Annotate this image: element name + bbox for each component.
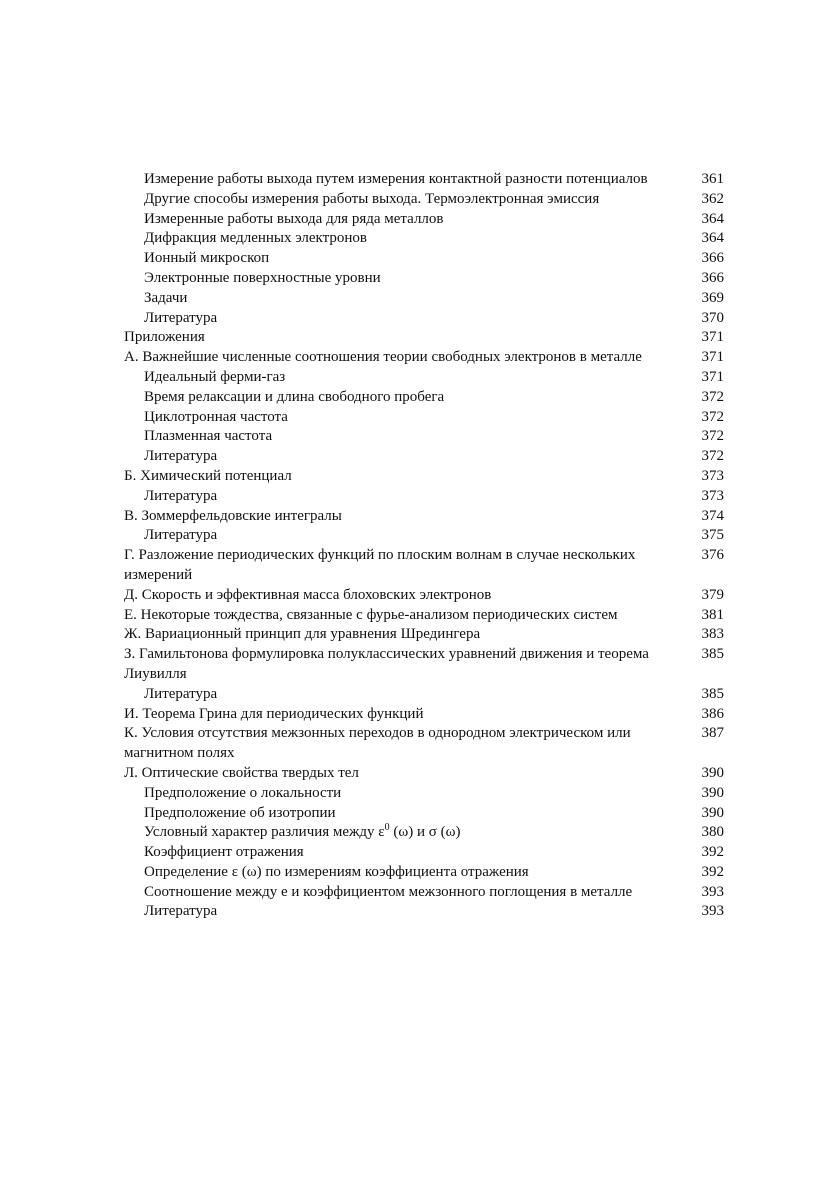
toc-entry-title: А. Важнейшие численные соотношения теории свободных электронов в металле <box>124 349 642 366</box>
toc-entry <box>124 368 724 388</box>
toc-entry-title: И. Теорема Грина для периодических функций <box>124 705 424 722</box>
toc-entry <box>124 764 724 784</box>
toc-entry-page: 361 <box>701 171 724 187</box>
toc-entry-page: 376 <box>701 547 724 564</box>
toc-entry <box>124 210 724 230</box>
toc-entry-page: 366 <box>701 269 724 286</box>
toc-entry-title: Задачи <box>144 289 188 306</box>
toc-entry-page: 371 <box>701 329 724 346</box>
toc-entry-title: Литература <box>144 309 218 326</box>
toc-entry-title: Б. Химический потенциал <box>124 467 292 484</box>
toc-entry <box>124 645 724 685</box>
toc-entry <box>124 408 724 428</box>
toc-entry-title: Л. Оптические свойства твердых тел <box>124 764 359 781</box>
toc-entry <box>124 269 724 289</box>
toc-entry-page: 371 <box>701 349 724 366</box>
toc-entry-title: Время релаксации и длина свободного пробега <box>144 388 445 405</box>
toc-entry-page: 383 <box>701 626 724 643</box>
toc-entry <box>124 705 724 725</box>
toc-entry-title: Е. Некоторые тождества, связанные с фурье-анализом периодических систем <box>124 606 618 623</box>
toc-entry-page: 373 <box>701 487 724 504</box>
toc-entry-title: В. Зоммерфельдовские интегралы <box>124 507 342 524</box>
toc-entry-title: Коэффициент отражения <box>144 844 304 861</box>
toc-entry <box>124 289 724 309</box>
toc-entry <box>124 170 724 190</box>
toc-entry-page: 372 <box>701 408 724 425</box>
toc-entry-title: Плазменная частота <box>144 428 273 445</box>
toc-entry-page: 390 <box>701 764 724 781</box>
toc-entry-title: К. Условия отсутствия межзонных переходов в однородном электрическом или магнитном полях <box>124 725 631 762</box>
toc-entry <box>124 309 724 329</box>
toc-entry-page: 380 <box>701 824 724 841</box>
toc-entry <box>124 348 724 368</box>
toc-entry <box>124 863 724 883</box>
toc-entry-page: 387 <box>701 725 724 742</box>
toc-entry-title: Измеренные работы выхода для ряда металлов <box>144 210 444 227</box>
toc-entry <box>124 804 724 824</box>
toc-entry <box>124 546 724 586</box>
toc-entry <box>124 190 724 210</box>
toc-entry-page: 370 <box>701 309 724 326</box>
toc-entry-page: 393 <box>701 883 724 900</box>
toc-entry-page: 375 <box>701 527 724 544</box>
toc-entry-page: 366 <box>701 250 724 267</box>
toc-entry <box>124 427 724 447</box>
toc-entry <box>124 784 724 804</box>
toc-entry <box>124 823 724 843</box>
toc-entry-page: 362 <box>701 190 724 207</box>
toc-entry <box>124 606 724 626</box>
toc-entry-title <box>124 823 688 843</box>
toc-entry-title: Ж. Вариационный принцип для уравнения Шредингера <box>124 626 481 643</box>
toc-entry-page: 390 <box>701 804 724 821</box>
toc-entry-page: 364 <box>701 210 724 227</box>
toc-entry-page: 381 <box>701 606 724 623</box>
toc-entry-title: Литература <box>144 527 218 544</box>
toc-entry-page: 372 <box>701 428 724 445</box>
toc-entry-title: Литература <box>144 448 218 465</box>
toc-entry-title: Циклотронная частота <box>144 408 288 425</box>
toc-entry-page: 373 <box>701 467 724 484</box>
toc-entry-title: Соотношение между е и коэффициентом межзонного поглощения в металле <box>144 883 633 900</box>
toc-entry-title-text: Условный характер различия между ε <box>144 824 385 841</box>
toc-entry-title: Предположение об изотропии <box>144 804 336 821</box>
toc-entry-title: Определение ε (ω) по измерениям коэффициента отражения <box>144 863 529 880</box>
toc-entry-page: 371 <box>701 368 724 385</box>
toc-entry-title: Электронные поверхностные уровни <box>144 269 381 286</box>
toc-entry-title: Литература <box>144 685 218 702</box>
toc-entry-title: Д. Скорость и эффективная масса блоховских электронов <box>124 586 492 603</box>
toc-entry-title: Литература <box>144 903 218 920</box>
toc-entry <box>124 526 724 546</box>
toc-entry-page: 393 <box>701 903 724 920</box>
toc-entry <box>124 586 724 606</box>
toc-entry-title: Приложения <box>124 329 205 346</box>
toc-entry <box>124 685 724 705</box>
toc-entry <box>124 388 724 408</box>
toc-entry-page: 390 <box>701 784 724 801</box>
toc-entry-page: 392 <box>701 844 724 861</box>
toc-entry-page: 364 <box>701 230 724 247</box>
toc-entry-page: 369 <box>701 289 724 306</box>
toc-entry-page: 386 <box>701 705 724 722</box>
toc-entry-title: Предположение о локальности <box>144 784 342 801</box>
toc-entry-page: 374 <box>701 507 724 524</box>
toc-entry <box>124 507 724 527</box>
superscript-zero: 0 <box>384 822 390 834</box>
toc-entry <box>124 487 724 507</box>
toc-entry-page: 379 <box>701 586 724 603</box>
toc-entry <box>124 883 724 903</box>
toc-entry-title: Дифракция медленных электронов <box>144 230 367 247</box>
toc-entry-page: 372 <box>701 388 724 405</box>
toc-entry-title: Г. Разложение периодических функций по плоским волнам в случае нескольких измерений <box>124 547 636 583</box>
toc-entry <box>124 447 724 467</box>
toc-entry <box>124 229 724 249</box>
toc-entry-page: 385 <box>701 685 724 702</box>
toc-entry-page: 385 <box>701 646 724 663</box>
toc-entry-title: Идеальный ферми-газ <box>144 368 286 385</box>
table-of-contents <box>124 170 724 922</box>
toc-entry-title: Другие способы измерения работы выхода. Термоэлектронная эмиссия <box>144 190 600 207</box>
toc-entry-title: З. Гамильтонова формулировка полуклассических уравнений движения и теорема Лиувилля <box>124 646 649 682</box>
toc-entry-page: 392 <box>701 863 724 880</box>
toc-entry-title: Измерение работы выхода путем измерения контактной разности потенциалов <box>144 171 648 187</box>
toc-entry <box>124 902 724 922</box>
toc-entry-title: Литература <box>144 487 218 504</box>
toc-entry <box>124 625 724 645</box>
toc-entry <box>124 249 724 269</box>
toc-entry <box>124 467 724 487</box>
toc-entry-page: 372 <box>701 448 724 465</box>
toc-entry-title: Ионный микроскоп <box>144 250 270 267</box>
toc-entry-title-tail: (ω) и σ (ω) <box>389 824 461 841</box>
toc-entry <box>124 328 724 348</box>
toc-entry <box>124 843 724 863</box>
toc-entry <box>124 724 724 764</box>
